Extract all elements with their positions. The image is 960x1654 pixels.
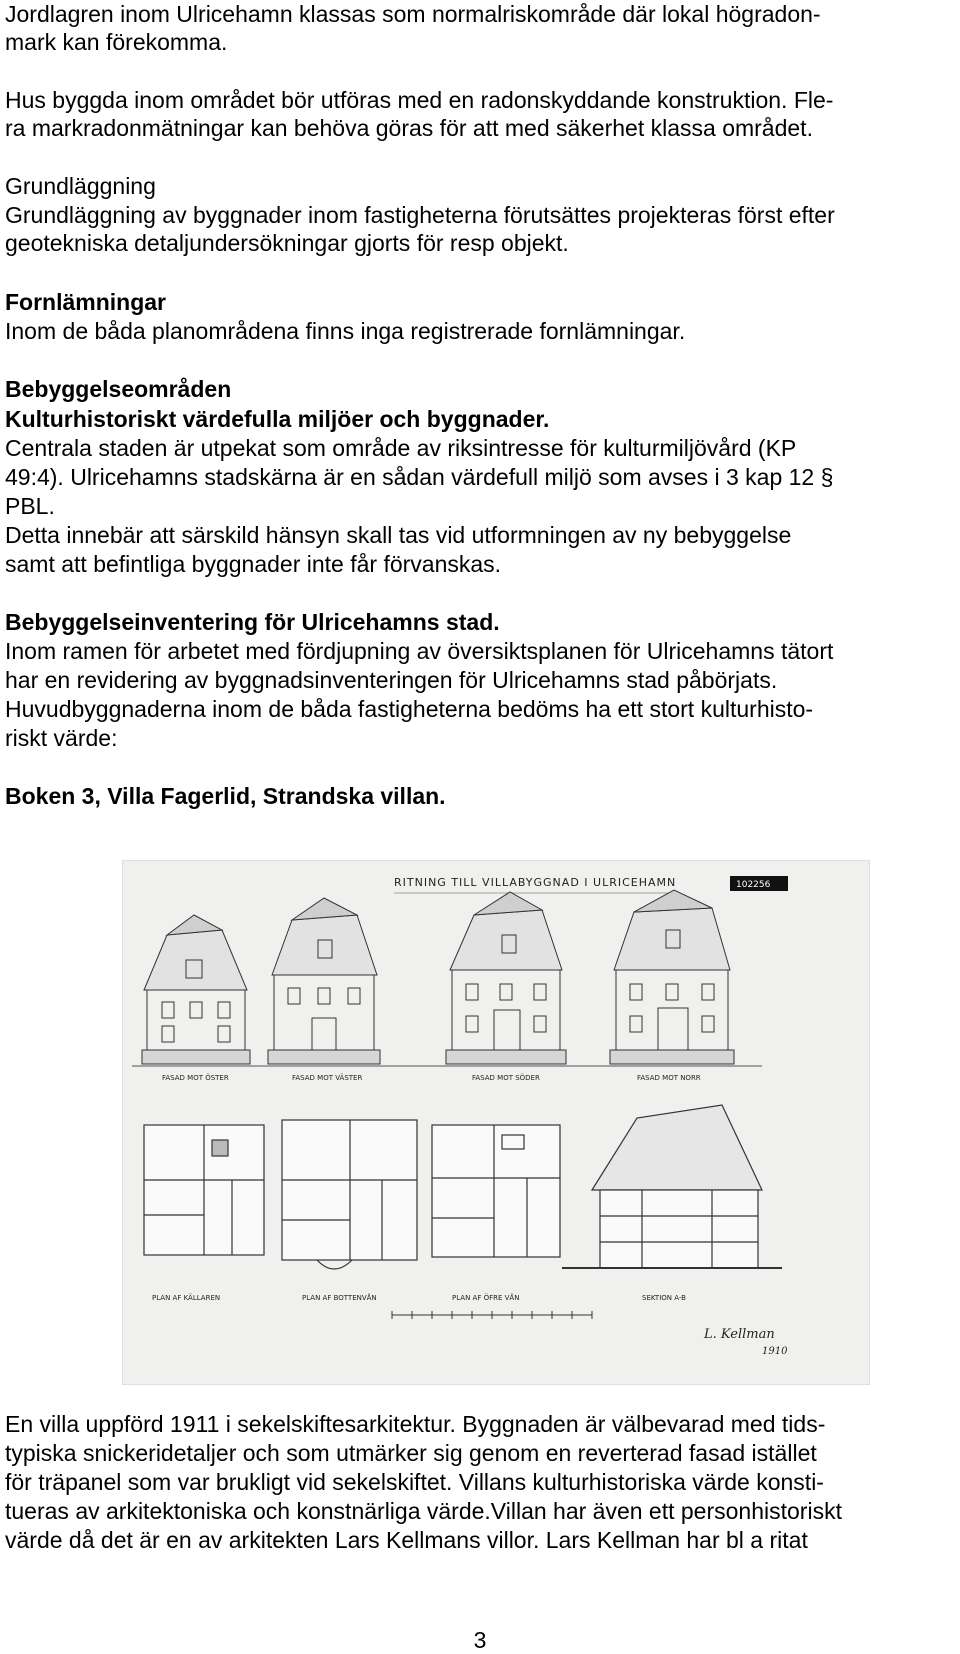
text-line: typiska snickeridetaljer och som utmärker sig genom en reverterad fasad istället (5, 1440, 817, 1466)
plan-label: PLAN AF ÖFRE VÅN (452, 1294, 520, 1302)
architectural-drawing (122, 860, 870, 1385)
plan-cellar (144, 1125, 264, 1255)
text-line: tueras av arkitektoniska och konstnärliga värde.Villan har även ett personhistoriskt (5, 1498, 842, 1524)
sub-heading: Kulturhistoriskt värdefulla miljöer och byggnader. (5, 406, 550, 432)
text-line: Jordlagren inom Ulricehamn klassas som normalriskområde där lokal högradon- (5, 1, 821, 27)
facade-label: FASAD MOT NORR (637, 1074, 701, 1082)
drawing-title: RITNING TILL VILLABYGGNAD I ULRICEHAMN (394, 876, 677, 889)
text-line: Huvudbyggnaderna inom de båda fastigheterna bedöms ha ett stort kulturhisto- (5, 696, 814, 722)
text-line: En villa uppförd 1911 i sekelskiftesarkitektur. Byggnaden är välbevarad med tids- (5, 1411, 826, 1437)
building-heading: Boken 3, Villa Fagerlid, Strandska villan. (5, 783, 446, 809)
plan-upper-floor (432, 1125, 560, 1257)
stamp-number: 102256 (736, 880, 771, 890)
plan-label: SEKTION A-B (642, 1294, 686, 1302)
text-line: PBL. (5, 493, 55, 519)
architect-signature: L. Kellman (704, 1327, 775, 1342)
text-line: samt att befintliga byggnader inte får förvanskas. (5, 551, 502, 577)
text-line: Hus byggda inom området bör utföras med en radonskyddande konstruktion. Fle- (5, 87, 834, 113)
section-heading: Bebyggelseinventering för Ulricehamns stad. (5, 609, 500, 635)
text-line: Inom de båda planområdena finns inga registrerade fornlämningar. (5, 318, 686, 344)
text-line: Inom ramen för arbetet med fördjupning av översiktsplanen för Ulricehamns tätort (5, 638, 834, 664)
drawing-year: 1910 (762, 1346, 788, 1357)
plan-label: PLAN AF BOTTENVÅN (302, 1294, 377, 1302)
section-heading: Fornlämningar (5, 289, 167, 315)
text-line: Detta innebär att särskild hänsyn skall tas vid utformningen av ny bebyggelse (5, 522, 792, 548)
text-line: Centrala staden är utpekat som område av riksintresse för kulturmiljövård (KP (5, 435, 797, 461)
facade-label: FASAD MOT VÄSTER (292, 1074, 363, 1082)
text-line: 49:4). Ulricehamns stadskärna är en sådan värdefull miljö som avses i 3 kap 12 § (5, 464, 834, 490)
text-line: riskt värde: (5, 725, 118, 751)
text-line: ra markradonmätningar kan behöva göras för att med säkerhet klassa området. (5, 115, 813, 141)
plan-label: PLAN AF KÄLLAREN (152, 1294, 221, 1302)
section-heading: Grundläggning (5, 173, 156, 199)
facade-label: FASAD MOT SÖDER (472, 1074, 540, 1082)
drawing-sheet (122, 860, 870, 1385)
section-heading: Bebyggelseområden (5, 376, 232, 402)
text-line: geotekniska detaljundersökningar gjorts för resp objekt. (5, 230, 569, 256)
page-number: 3 (473, 1627, 487, 1653)
text-line: värde då det är en av arkitekten Lars Kellmans villor. Lars Kellman har bl a ritat (5, 1527, 808, 1553)
text-line: har en revidering av byggnadsinventeringen för Ulricehamns stad påbörjats. (5, 667, 778, 693)
text-line: mark kan förekomma. (5, 29, 228, 55)
text-line: för träpanel som var brukligt vid sekelskiftet. Villans kulturhistoriska värde konsti- (5, 1469, 824, 1495)
plan-ground-floor (282, 1120, 417, 1269)
text-line: Grundläggning av byggnader inom fastigheterna förutsättes projekteras först efter (5, 202, 835, 228)
facade-label: FASAD MOT ÖSTER (162, 1074, 229, 1082)
